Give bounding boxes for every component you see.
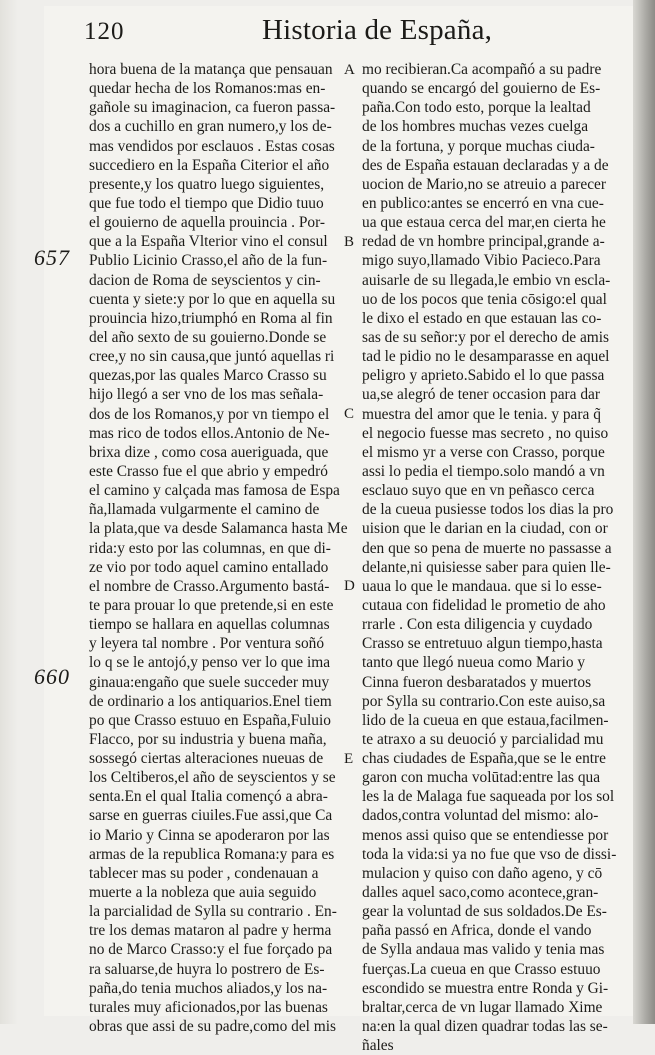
text-line: tiempo se hallara en aquellas columnas <box>89 616 330 634</box>
text-line: les la de Malaga fue saqueada por los sol <box>362 788 615 806</box>
text-line: po que Crasso estuuo en España,Fuluio <box>89 711 331 729</box>
text-line: paña.Con todo esto, porque la lealtad <box>362 99 591 117</box>
text-line: ginaua:engaño que suele succeder muy <box>89 673 330 691</box>
text-line: del año sexto de su gouierno.Donde se <box>89 328 327 346</box>
text-line: cree,y no sin causa,que juntó aquellas ri <box>89 348 335 366</box>
text-line: quezas,por las quales Marco Crasso su <box>89 367 327 385</box>
text-line: cutaua con fidelidad le prometio de aho <box>362 596 606 614</box>
text-line: muerte a la nobleza que auia seguido <box>89 884 317 902</box>
text-line: quando se encargó del gouierno de Es- <box>362 80 601 98</box>
text-line: lido de la cueua en que estaua,facilmen- <box>362 711 609 729</box>
book-gutter <box>633 0 655 1024</box>
text-line: hijo llegó a ser vno de los mas señala- <box>89 386 324 404</box>
text-line: le dixo el estado en que estauan las co- <box>362 309 602 327</box>
page-edge-shadow <box>0 0 18 1024</box>
text-line: garon con mucha volūtad:entre las qua <box>362 769 601 787</box>
text-line: sas de su señor:y por el derecho de amis <box>362 328 610 346</box>
text-line: el gouierno de aquella prouincia . Por- <box>89 214 326 232</box>
text-line: den que so pena de muerte no passasse a <box>362 539 612 557</box>
text-line: migo suyo,llamado Vibio Pacieco.Para <box>362 252 601 270</box>
section-letter: E <box>344 751 354 767</box>
text-line: por Sylla su contrario.Con este auiso,sa <box>362 692 606 710</box>
text-line: dos a cuchillo en gran numero,y los de- <box>89 118 332 136</box>
page-number: 120 <box>84 18 125 45</box>
text-line: redad de vn hombre principal,grande a- <box>362 233 605 251</box>
text-line: el nombre de Crasso.Argumento bastá- <box>89 577 330 595</box>
text-line: succediero en la España Citerior el año <box>89 156 330 174</box>
text-line: fuerças.La cueua en que Crasso estuuo <box>362 960 601 978</box>
section-letter: A <box>344 62 355 78</box>
text-line: chas ciudades de España,que se le entre <box>362 750 607 768</box>
running-head: Historia de España, <box>262 14 493 46</box>
text-line: tad le pidio no le desamparasse en aquel <box>362 348 610 366</box>
text-line: los Celtiberos,el año de seyscientos y se <box>89 769 336 787</box>
text-line: Cinna fueron desbaratados y muertos <box>362 673 592 691</box>
text-line: en publico:antes se encerró en vna cue- <box>362 194 604 212</box>
text-line: tre los demas mataron al padre y herma <box>89 922 332 940</box>
text-line: paña passó en Africa, donde el vando <box>362 922 592 940</box>
text-line: esclauo suyo que en vn peñasco cerca <box>362 482 595 500</box>
text-line: muestra del amor que le tenia. y para q̃ <box>362 405 601 423</box>
text-line: delante,ni quisiesse saber para quien lle- <box>362 558 611 576</box>
text-line: prouincia hizo,triumphó en Roma al fin <box>89 309 333 327</box>
text-line: cuenta y siete:y por lo que en aquella su <box>89 290 336 308</box>
text-line: sossegó ciertas alteraciones nueuas de <box>89 750 324 768</box>
margin-year-note: 657 <box>34 245 70 270</box>
text-line: ua,se alegró de tener occasion para dar <box>362 386 600 404</box>
text-line: armas de la republica Romana:y para es <box>89 845 335 863</box>
text-line: hora buena de la matança que pensauan <box>89 61 333 78</box>
text-line: senta.En el qual Italia començó a abra- <box>89 788 328 806</box>
text-line: gañole su imaginacion, ca fueron passa- <box>89 99 336 117</box>
text-line: auisarle de su llegada,le embio vn escla- <box>362 271 611 289</box>
text-line: te para prouar lo que pretende,si en este <box>89 596 334 614</box>
text-line: obras que assi de su padre,como del mis <box>89 1018 337 1036</box>
text-line: Crasso se entretuuo algun tiempo,hasta <box>362 635 603 653</box>
text-line: y leyera tal nombre . Por ventura soñó <box>89 635 325 653</box>
text-line: io Mario y Cinna se apoderaron por las <box>89 826 330 844</box>
text-line: mulacion y quiso con daño ageno, y cō <box>362 864 603 882</box>
text-line: quedar hecha de los Romanos:mas en- <box>89 80 326 98</box>
section-letter: C <box>344 406 355 422</box>
text-line: de los hombres muchas vezes cuelga <box>362 118 589 136</box>
text-line: toda la vida:si ya no fue que vso de dissi- <box>362 845 617 863</box>
text-line: de la cueua pusiesse todos los dias la pro <box>362 501 614 519</box>
text-line: tablecer mas su poder , condenauan a <box>89 864 319 882</box>
text-line: assi lo pedia el tiempo.solo mandó a vn <box>362 462 605 480</box>
text-line: escondido se muestra entre Ronda y Gi- <box>362 979 609 997</box>
text-line: te atraxo a su deuoció y parcialidad mu <box>362 730 604 748</box>
text-line: este Crasso fue el que abrio y empedró <box>89 462 328 480</box>
text-line: dalles aquel saco,como acontece,gran- <box>362 884 599 902</box>
section-letter: B <box>344 234 355 250</box>
text-column-right <box>362 60 626 1055</box>
text-line: dos de los Romanos,y por vn tiempo el <box>89 405 330 423</box>
text-line: lo q se le antojó,y penso ver lo que ima <box>89 654 331 672</box>
margin-year-note: 660 <box>34 664 70 689</box>
text-line: dacion de Roma de seyscientos y cin- <box>89 271 321 289</box>
text-line: que fue todo el tiempo que Didio tuuo <box>89 194 324 212</box>
text-line: sarse en guerras ciuiles.Fue assi,que Ca <box>89 807 333 825</box>
text-line: rida:y esto por las columnas, en que di- <box>89 539 331 557</box>
text-line: ñales <box>362 1037 394 1055</box>
text-line: ra saluarse,de huyra lo postrero de Es- <box>89 960 325 978</box>
text-line: mas rico de todos ellos.Antonio de Ne- <box>89 424 330 442</box>
text-line: ua que estaua cerca del mar,en cierta he <box>362 214 606 232</box>
text-line: la plata,que va desde Salamanca hasta Me <box>89 520 348 538</box>
text-line: uo de los pocos que tenia cōsigo:el qual <box>362 290 607 308</box>
text-line: el mismo yr a verse con Crasso, porque <box>362 443 605 461</box>
text-line: na:en la qual dizen quadrar todas las se- <box>362 1018 608 1036</box>
text-line: paña,do tenia muchos aliados,y los na- <box>89 979 328 997</box>
text-line: peligro y aprieto.Sabido el lo que passa <box>362 367 605 385</box>
text-line: ze vio por todo aquel camino entallado <box>89 558 329 576</box>
section-letter: D <box>344 578 355 594</box>
text-line: presente,y los quatro luego siguientes, <box>89 175 325 193</box>
text-line: dados,contra voluntad del mismo: alo- <box>362 807 599 825</box>
text-line: ña,llamada vulgarmente el camino de <box>89 501 320 519</box>
text-column-left <box>89 60 354 1036</box>
text-line: uocion de Mario,no se atreuio a parecer <box>362 175 607 193</box>
text-line: que a la España Vlterior vino el consul <box>89 233 328 251</box>
text-line: de ordinario a los antiquarios.Enel tiem <box>89 692 332 710</box>
text-line: mo recibieran.Ca acompañó a su padre <box>362 61 602 78</box>
text-line: des de España estauan declaradas y a de <box>362 156 609 174</box>
text-line: no de Marco Crasso:y el fue forçado pa <box>89 941 333 959</box>
text-line: rrarle . Con esta diligencia y cuydado <box>362 616 593 634</box>
text-line: brixa dize , como cosa aueriguada, que <box>89 443 329 461</box>
text-line: de Sylla andaua mas valido y tenia mas <box>362 941 605 959</box>
text-line: uaua lo que le mandaua. que si lo esse- <box>362 577 602 595</box>
text-line: la parcialidad de Sylla su contrario . En- <box>89 903 337 921</box>
text-line: mas vendidos por esclauos . Estas cosas <box>89 137 335 155</box>
text-line: braltar,cerca de vn lugar llamado Xime <box>362 998 603 1016</box>
text-line: el camino y calçada mas famosa de Espa <box>89 482 340 500</box>
text-line: Publio Licinio Crasso,el año de la fun- <box>89 252 328 270</box>
text-line: menos assi quiso que se entendiesse por <box>362 826 609 844</box>
text-line: turales muy aficionados,por las buenas <box>89 998 328 1016</box>
text-line: de la fortuna, y porque muchas ciuda- <box>362 137 595 155</box>
text-line: gear la voluntad de sus soldados.De Es- <box>362 903 607 921</box>
text-line: tanto que llegó nueua como Mario y <box>362 654 586 672</box>
text-line: uision que le darian en la ciudad, con or <box>362 520 608 538</box>
text-line: Flacco, por su industria y buena maña, <box>89 730 327 748</box>
text-line: el negocio fuesse mas secreto , no quiso <box>362 424 609 442</box>
